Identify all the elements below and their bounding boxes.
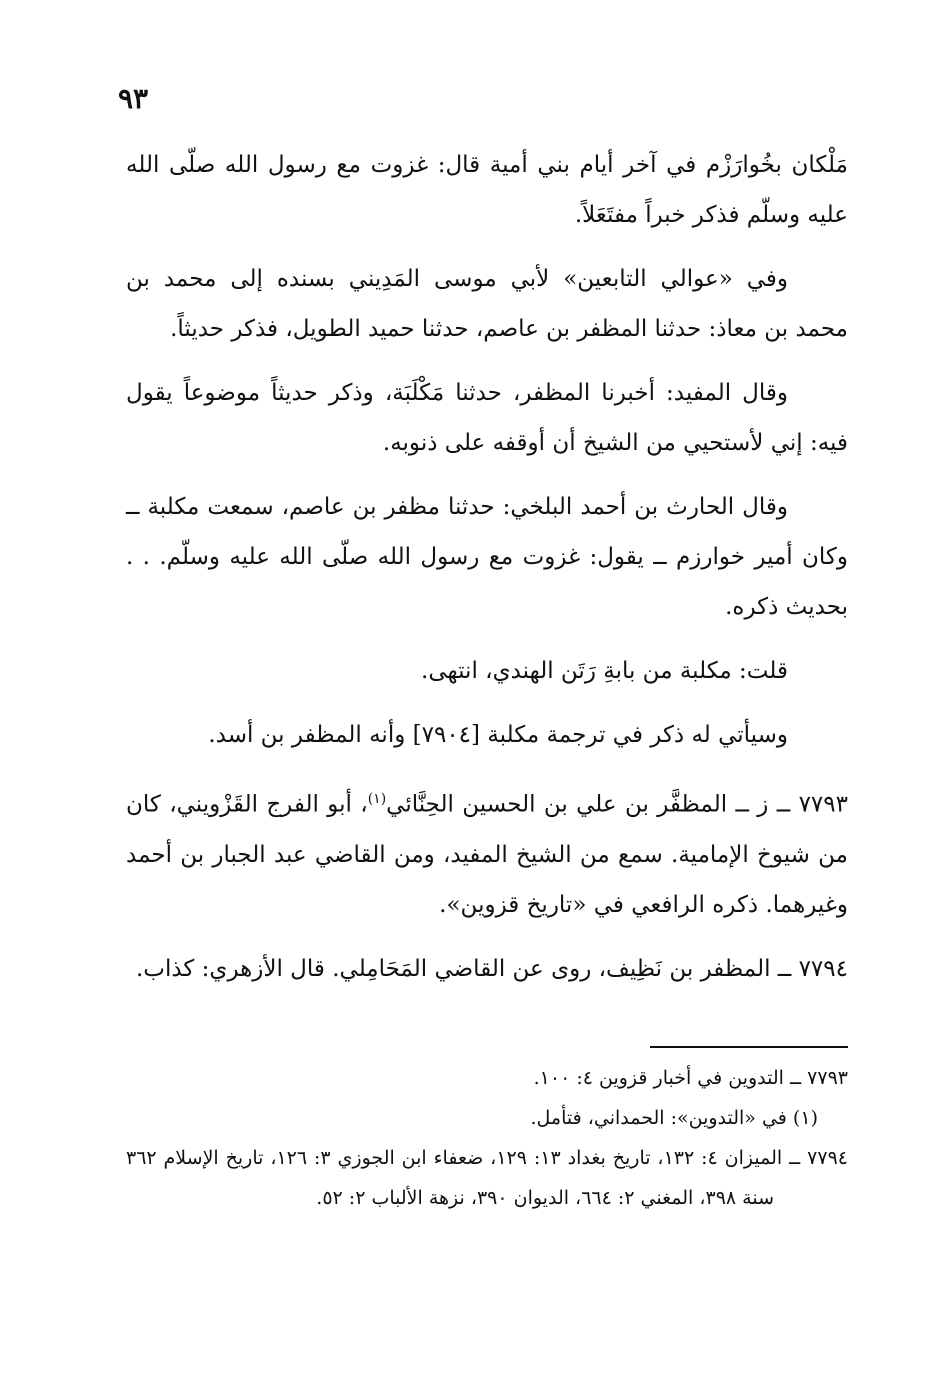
footnote-source-7793: ٧٧٩٣ ــ التدوين في أخبار قزوين ٤: ١٠٠. [533,1067,848,1089]
entry-7793-head: ٧٧٩٣ ــ ز ــ المظفَّر بن علي بن الحسين الحِنَّائي [386,791,848,818]
paragraph: وفي «عوالي التابعين» لأبي موسى المَدِيني بسنده إلى محمد بن محمد بن معاذ: حدثنا المظفر بن عاصم، حدثنا حميد الطويل، فذكر حديثاً. [126,266,848,342]
paragraph: مَلْكان بخُوارَزْم في آخر أيام بني أمية قال: غزوت مع رسول الله صلّى الله عليه وسلّم فذكر خبراً مفتَعَلاً. [126,152,848,228]
footnote-source-7794: ٧٧٩٤ ــ الميزان ٤: ١٣٢، تاريخ بغداد ١٣: ١٢٩، ضعفاء ابن الجوزي ٣: ١٢٦، تاريخ الإسلام ٣٦٢ سنة ٣٩٨، المغني ٢: ٦٦٤، الديوان ٣٩٠، نزهة الألباب ٢: ٥٢. [126,1147,848,1209]
entry-7793 [126,774,848,930]
footnote-marker: (١) [367,791,387,807]
paragraph: وقال المفيد: أخبرنا المظفر، حدثنا مَكْلَبَة، وذكر حديثاً موضوعاً يقول فيه: إني لأستحيي من الشيخ أن أوقفه على ذنوبه. [126,380,848,456]
page-number: ٩٣ [118,82,149,115]
entry-7793-body: ، أبو الفرج القَزْويني، كان من شيوخ الإمامية. سمع من الشيخ المفيد، ومن القاضي عبد الجبار بن أحمد وغيرهما. ذكره الرافعي في «تاريخ قزوين». [126,791,848,918]
paragraph: قلت: مكلبة من بابةِ رَتَن الهندي، انتهى. [421,658,788,684]
entry-7794: ٧٧٩٤ ــ المظفر بن نَظِيف، روى عن القاضي المَحَامِلي. قال الأزهري: كذاب. [136,955,848,982]
main-text [126,140,848,1008]
footnote-separator [650,1046,848,1048]
paragraph: وقال الحارث بن أحمد البلخي: حدثنا مظفر بن عاصم، سمعت مكلبة ــ وكان أمير خوارزم ــ يقول: غزوت مع رسول الله صلّى الله عليه وسلّم. . . بحديث ذكره. [126,494,848,620]
paragraph: وسيأتي له ذكر في ترجمة مكلبة [٧٩٠٤] وأنه المظفر بن أسد. [208,722,788,748]
footnotes [126,1058,848,1218]
footnote-1: (١) في «التدوين»: الحمداني، فتأمل. [530,1107,818,1129]
